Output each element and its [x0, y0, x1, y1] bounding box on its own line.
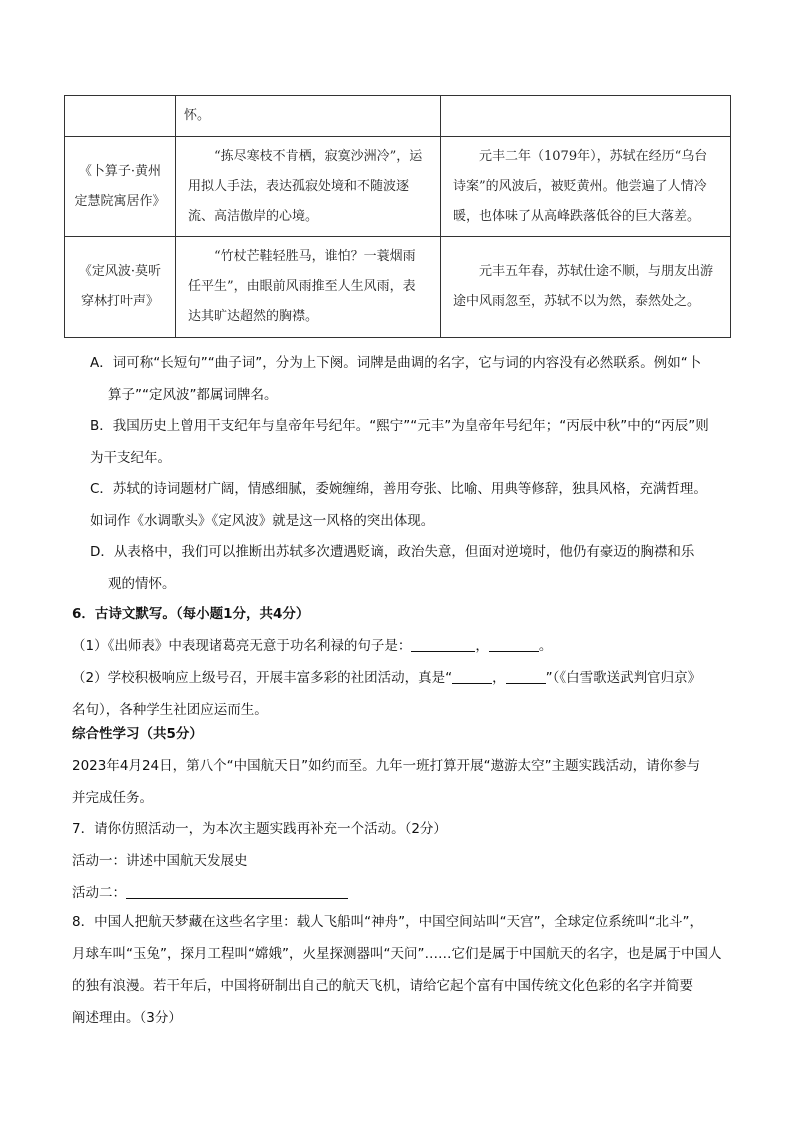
- table-cell-content: “拣尽寒枝不肯栖，寂寞沙洲冷”，运用拟人手法，表达孤寂处境和不随波逐流、高洁傲岸的心境。: [176, 137, 441, 237]
- question-6-item-1: （1）《出师表》中表现诸葛亮无意于功名利禄的句子是： ， 。: [72, 630, 732, 662]
- option-a: A．词可称“长短句”“曲子词”，分为上下阕。词牌是曲调的名字，它与词的内容没有必然联系。例如“卜 算子”“定风波”都属词牌名。: [90, 355, 702, 403]
- table-cell-title: 《卜算子·黄州定慧院寓居作》: [65, 137, 176, 237]
- table-cell-background: 元丰五年春，苏轼仕途不顺，与朋友出游途中风雨忽至，苏轼不以为然，泰然处之。: [441, 237, 731, 338]
- table-cell-background: [441, 96, 731, 137]
- option-b: B．我国历史上曾用干支纪年与皇帝年号纪年。“熙宁”“元丰”为皇帝年号纪年；“丙辰中秋”中的“丙辰”则 为干支纪年。: [90, 418, 709, 466]
- answer-blank[interactable]: [506, 667, 546, 684]
- table-row: [65, 137, 731, 237]
- question-6-title: 6．古诗文默写。（每小题1分，共4分）: [72, 606, 310, 622]
- section-title: 综合性学习（共5分）: [72, 726, 203, 742]
- table-cell-title: [65, 96, 176, 137]
- option-c: C．苏轼的诗词题材广阔，情感细腻，委婉缠绵，善用夸张、比喻、用典等修辞，独具风格，充满哲理。 如词作《水调歌头》《定风波》就是这一风格的突出体现。: [90, 481, 707, 529]
- section-intro: 2023年4月24日，第八个“中国航天日”如约而至。九年一班打算开展“遨游太空”主题实践活动，请你参与 并完成任务。: [72, 758, 701, 806]
- answer-blank[interactable]: [411, 635, 475, 652]
- table-cell-background: 元丰二年（1079年），苏轼在经历“乌台诗案”的风波后，被贬黄州。他尝遍了人情冷暖，也体味了从高峰跌落低谷的巨大落差。: [441, 137, 731, 237]
- table-cell-content: “竹杖芒鞋轻胜马，谁怕？一蓑烟雨任平生”，由眼前风雨推至人生风雨，表达其旷达超然的胸襟。: [176, 237, 441, 338]
- answer-blank[interactable]: [452, 667, 492, 684]
- table-cell-title: 《定风波·莫听穿林打叶声》: [65, 237, 176, 338]
- table-cell-content: 怀。: [176, 96, 441, 137]
- answer-blank[interactable]: [489, 635, 539, 652]
- question-7-title: 7．请你仿照活动一，为本次主题实践再补充一个活动。（2分）: [72, 821, 447, 837]
- question-8: 8．中国人把航天梦藏在这些名字里：载人飞船叫“神舟”，中国空间站叫“天宫”，全球定位系统叫“北斗”， 月球车叫“玉兔”，探月工程叫“嫦娥”，火星探测器叫“天问”……它们是属于中国航天的名字，也是属于中国人 的独有浪漫。若干年后，中国将研制出自己的航天飞机，请给它起个富有中国传统文化色彩的名字并简要 阐述理由。（3分）: [72, 914, 722, 1026]
- activity-2-blank[interactable]: [126, 882, 348, 899]
- activity-1: 活动一：讲述中国航天发展史: [72, 853, 248, 869]
- poem-table: [64, 95, 731, 338]
- table-row: [65, 237, 731, 338]
- activity-2: 活动二：: [72, 877, 732, 909]
- table-row: [65, 96, 731, 137]
- option-d: D．从表格中，我们可以推断出苏轼多次遭遇贬谪，政治失意，但面对逆境时，他仍有豪迈的胸襟和乐 观的情怀。: [90, 544, 695, 592]
- question-6-item-2: （2）学校积极响应上级号召，开展丰富多彩的社团活动，真是“ ， ”（《白雪歌送武判官归京》 名句），各种学生社团应运而生。: [72, 662, 732, 726]
